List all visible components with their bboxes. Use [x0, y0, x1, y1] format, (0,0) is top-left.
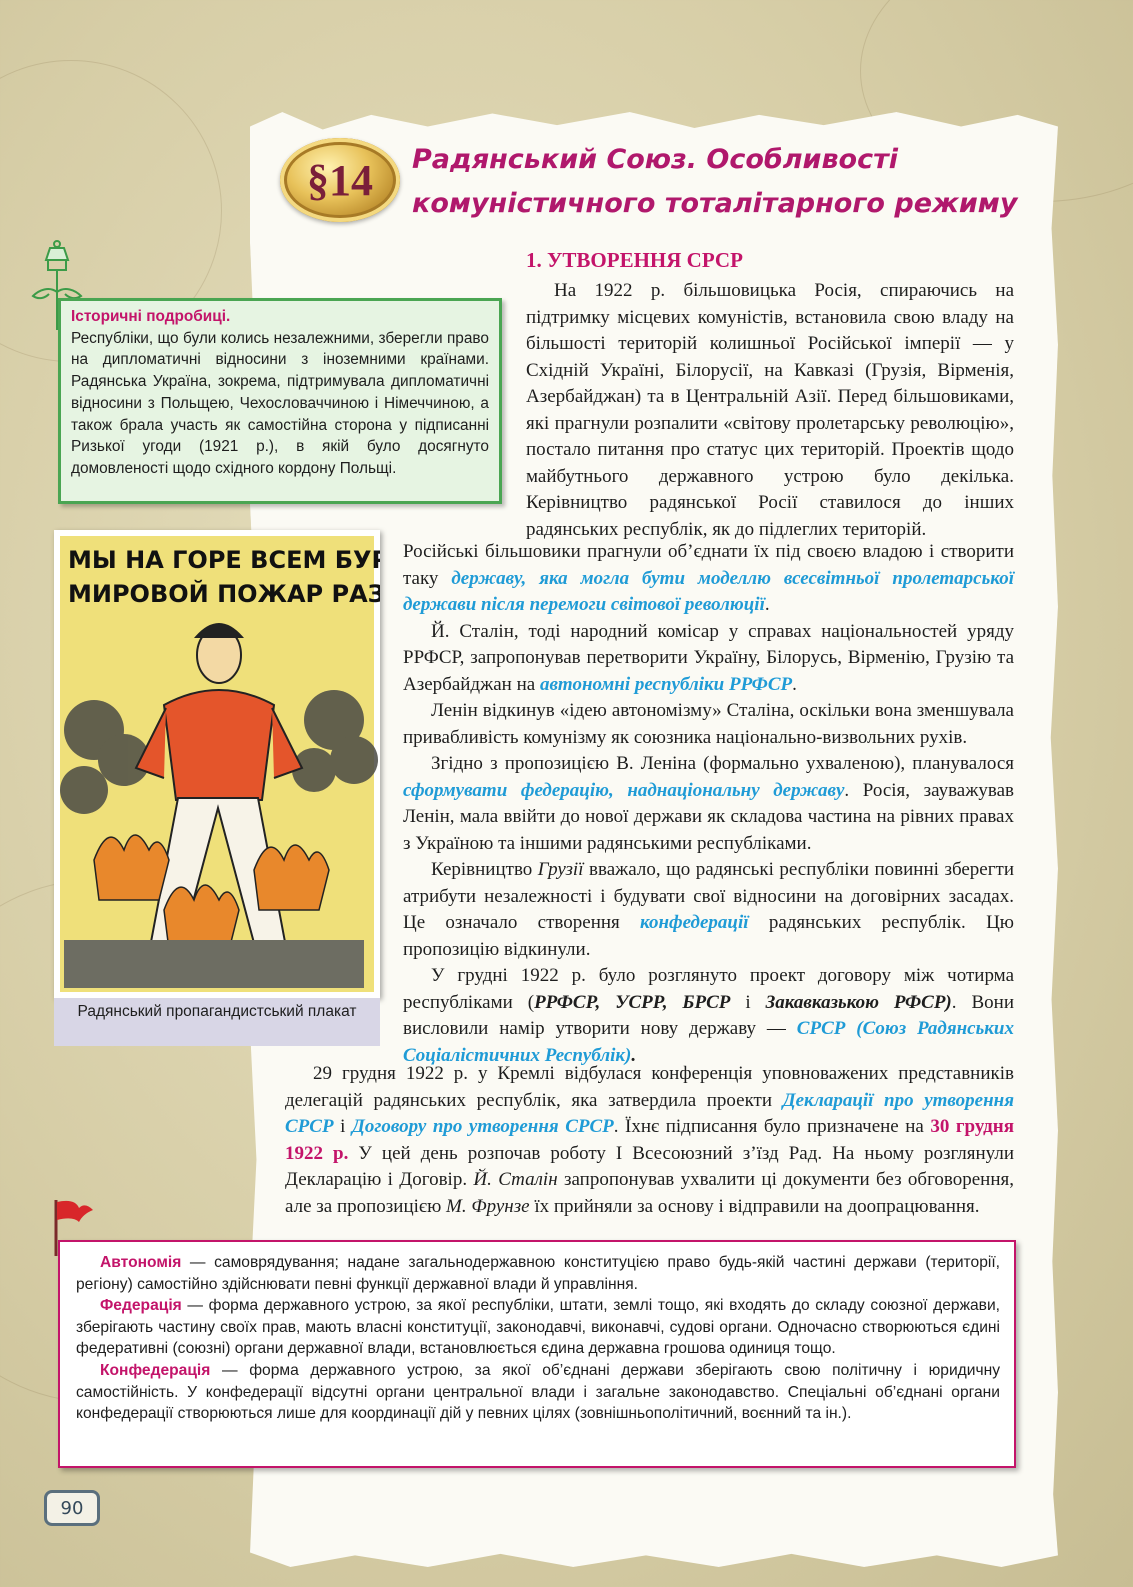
definition-federation: Федерація — форма державного устрою, за якої республіки, штати, землі тощо, які входять до складу союзної держави, зберігають частину своїх прав, мають власні конституції, законодавчі, виконавчі, судові органи. Одночасно створюються єдині федеративні (союзні) органи державної влади, встановлюється єдина державна грошова одиниця тощо. [76, 1297, 1000, 1358]
definition-autonomy: Автономія — самоврядування; надане загальнодержавною конституцією право будь-якій частині держави (території, регіону) самостійно здійснювати певні функції державної влади й управління. [76, 1254, 1000, 1293]
body-paragraph-5: Згідно з пропозицією В. Леніна (формально ухваленою), планувалося сформувати федерацію, наднаціональну державу. Росія, зауважував Ленін, мала ввійти до нової держави як складова частина на рівних правах з Україною та іншими радянськими республіками. [403, 753, 1014, 854]
body-paragraph-2: Російські більшовики прагнули об’єднати їх під своєю владою і створити таку державу, яка могла бути моделлю всесвітньої пролетарської держави після перемоги світової революції. [403, 541, 1014, 615]
definition-term: Конфедерація [100, 1361, 211, 1379]
definition-confederation: Конфедерація — форма державного устрою, за якої об’єднані держави зберігають свою політичну і юридичну самостійність. У конфедерації відсутні органи центральної влади і загальне законодавство. Спеціальні об’єднані органи конфедерації створюються лише для координації дій у певних цілях (зовнішньополітичний, воєнний та ін.). [76, 1361, 1000, 1423]
definitions-box [58, 1240, 1016, 1468]
highlight-term: СРСР (Союз Радянських Соціалістичних Республік) [403, 1018, 1014, 1066]
section-heading: 1. УТВОРЕННЯ СРСР [526, 248, 743, 272]
title-line-2: комуністичного тоталітарного режиму [412, 188, 1018, 219]
page-number: 90 [44, 1490, 100, 1526]
body-paragraph-7: У грудні 1922 р. було розглянуто проект договору між чотирма республіками (РРФСР, УСРР, БРСР і Закавказькою РФСР). Вони висловили намір утворити нову державу — СРСР (Союз Радянських Соціалістичних Республік). [403, 965, 1014, 1066]
highlight-term: Декларації про утворення СРСР [285, 1089, 1014, 1137]
highlight-term: державу, яка могла бути моделлю всесвітньої пролетарської держави після перемоги світової революції [403, 567, 1014, 615]
body-paragraph-6: Керівництво Грузії вважало, що радянські республіки повинні зберегти атрибути незалежності і будувати свої відносини на договірних засадах. Це означало створення конфедерації радянських республік. Цю пропозицію відкинули. [403, 859, 1014, 960]
page-title [412, 138, 1052, 226]
definition-term: Федерація [100, 1297, 182, 1315]
historical-details-box [58, 298, 502, 504]
body-paragraph-1: На 1922 р. більшовицька Росія, спираючись на підтримку місцевих комуністів, встановила свою владу на більшості територій колишньої Російської імперії — у Східній Україні, Білорусії, на Кавказі (Грузія, Вірменія, Азербайджан) та в Центральній Азії. Перед більшовиками, які прагнули розпалити «світову пролетарську революцію», постало питання про статус цих територій. Проектів щодо майбутнього державного устрою було декілька. Керівництво радянської Росії ставилося до інших радянських республік, як до підлеглих територій. [526, 280, 1014, 540]
highlight-term: сформувати федерацію, наднаціональну державу [403, 779, 845, 801]
paragraph-number: §14 [307, 155, 373, 205]
highlight-term: автономні республіки РРФСР [539, 673, 793, 695]
poster-slogan-2: МИРОВОЙ ПОЖАР РАЗ [68, 580, 380, 608]
key-date: 30 грудня 1922 р. [285, 1116, 1014, 1164]
body-paragraph-3: Й. Сталін, тоді народний комісар у справах національностей уряду РРФСР, запропонував перетворити Україну, Білорусь, Вірменію, Грузію та Азербайджан на автономні республіки РРФСР. [403, 620, 1014, 695]
title-line-1: Радянський Союз. Особливості [412, 144, 898, 175]
sidebox-text: Республіки, що були колись незалежними, зберегли право на дипломатичні відносини з іноземними країнами. Радянська Україна, зокрема, підтримувала дипломатичні відносини з Польщею, Чехословаччиною і Німеччиною, а також брала участь як самостійна сторона у підписанні Ризької угоди (1921 р.), в якій було досягнуто домовленості щодо східного кордону Польщі. [71, 329, 489, 477]
highlight-term: конфедерації [640, 912, 749, 933]
body-text-top [526, 278, 1014, 543]
sidebox-heading: Історичні подробиці. [71, 308, 231, 325]
poster-image [54, 530, 380, 998]
body-text-bottom [285, 1061, 1014, 1220]
poster-slogan-1: МЫ НА ГОРЕ ВСЕМ БУ [68, 546, 372, 574]
paragraph-medal [280, 138, 400, 222]
poster-caption: Радянський пропагандистський плакат [54, 998, 380, 1046]
body-paragraph-4: Ленін відкинув «ідею автономізму» Сталіна, оскільки вона зменшувала привабливість комунізму як союзника національно-визвольних рухів. [403, 700, 1014, 748]
body-paragraph-8: 29 грудня 1922 р. у Кремлі відбулася конференція уповноважених представників делегацій радянських республік, яка затвердила проекти Декларації про утворення СРСР і Договору про утворення СРСР. Їхнє підписання було призначене на 30 грудня 1922 р. У цей день розпочав роботу I Всесоюзний з’їзд Рад. На ньому розглянули Декларацію і Договір. Й. Сталін запропонував ухвалити ці документи без обговорення, але за пропозицією М. Фрунзе їх прийняли за основу і відправили на доопрацювання. [285, 1063, 1015, 1217]
body-text-main [403, 539, 1014, 1069]
propaganda-poster [54, 530, 380, 998]
highlight-term: Договору про утворення СРСР [351, 1116, 614, 1137]
definition-term: Автономія [100, 1254, 182, 1271]
